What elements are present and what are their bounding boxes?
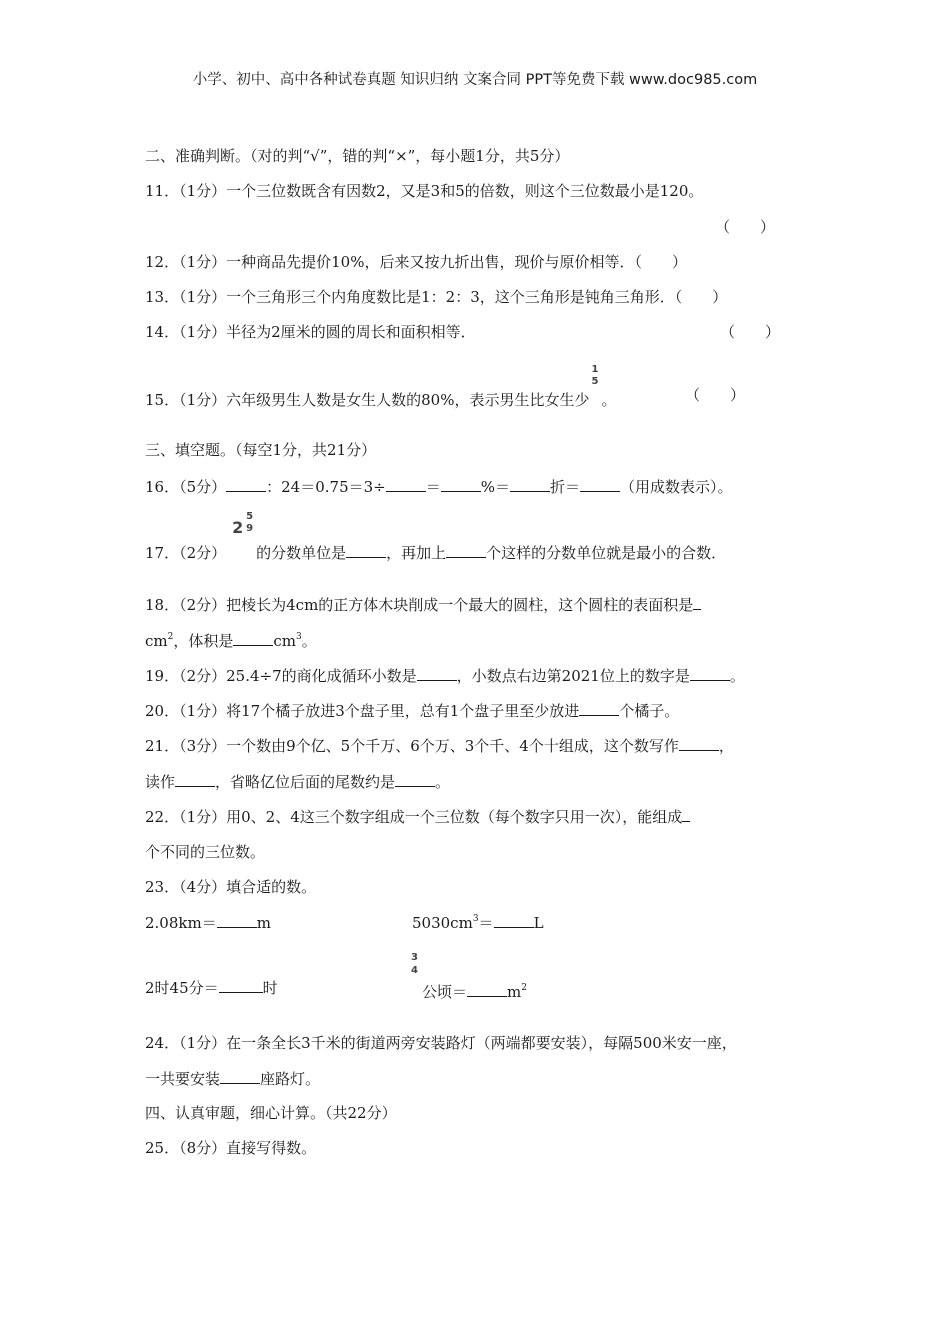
unit-m: m [256,914,271,932]
unit-cm3: cm [273,632,296,650]
unit-cm2: cm [145,632,168,650]
fraction-1-5 [589,364,601,405]
answer-blank[interactable] [679,735,719,751]
conversion-cm3-l [412,912,544,933]
question-16-text: 折＝ [550,478,581,496]
question-18-text: 。 [301,632,317,650]
question-17-text: 的分数单位是 [256,544,347,562]
question-22 [145,806,690,827]
question-13: 13．（1分）一个三角形三个内角度数比是1：2：3，这个三角形是钝角三角形．（ ） [145,288,728,306]
question-17-text: 个这样的分数单位就是最小的合数． [486,544,727,562]
conversion-text: 2.08km＝ [145,914,217,932]
question-25: 25．（8分）直接写得数。 [145,1139,317,1157]
answer-blank[interactable] [217,912,257,928]
superscript: 2 [167,632,174,642]
question-21-line2 [145,771,450,792]
answer-paren-15: （ ） [685,386,746,404]
question-12: 12．（1分）一种商品先提价10%，后来又按九折出售，现价与原价相等．（ ） [145,253,687,271]
question-17-label: 17．（2分） [145,544,227,562]
question-24: 24．（1分）在一条全长3千米的街道两旁安装路灯（两端都要安装），每隔500米安一座， [145,1034,737,1052]
mixed-whole: 2 [232,518,244,537]
unit-hour: 时 [262,979,278,997]
section-3-title: 三、填空题。（每空1分，共21分） [145,441,377,459]
question-21-text: ，省略亿位后面的尾数约是 [215,773,396,791]
question-17-text: ，再加上 [386,544,447,562]
question-19-text: 。 [729,667,745,685]
question-16-text: %＝ [480,478,511,496]
conversion-hectare-m2 [410,952,527,1002]
fraction-denominator: 5 [591,376,599,387]
section-4-title: 四、认真审题，细心计算。（共22分） [145,1104,397,1122]
question-22-text: 22．（1分）用0、2、4这三个数字组成一个三位数（每个数字只用一次），能组成 [145,808,683,826]
fraction-numerator: 3 [411,952,418,963]
fraction-denominator: 4 [411,965,418,976]
answer-blank[interactable] [682,806,690,822]
question-24-text: 一共要安装 [145,1070,221,1088]
fraction-numerator: 5 [246,511,254,522]
answer-blank[interactable] [467,981,507,997]
question-23: 23．（4分）填合适的数。 [145,878,317,896]
conversion-text: 5030cm [412,914,473,932]
superscript: 3 [472,914,479,924]
fraction-numerator: 1 [591,364,599,375]
question-19-text: ，小数点右边第2021位上的数字是 [456,667,690,685]
question-21-text: 读作 [145,773,176,791]
answer-blank[interactable] [219,977,263,993]
answer-blank[interactable] [233,630,273,646]
question-14: 14．（1分）半径为2厘米的圆的周长和面积相等． [145,323,476,341]
question-20 [145,700,679,721]
question-16-text: （用成数表示）。 [620,478,733,496]
question-15 [145,364,617,410]
question-21-text: 21．（3分）一个数由9个亿、5个千万、6个万、3个千、4个十组成，这个数写作 [145,737,679,755]
answer-blank[interactable] [441,476,481,492]
question-24-line2 [145,1068,320,1089]
conversion-text: ＝ [478,914,494,932]
answer-blank[interactable] [580,476,620,492]
question-16 [145,476,733,497]
question-21-text: ， [718,737,734,755]
answer-blank[interactable] [226,476,266,492]
answer-blank[interactable] [220,1068,260,1084]
conversion-km-m [145,912,271,933]
conversion-time [145,977,278,998]
answer-blank[interactable] [510,476,550,492]
question-17 [145,511,727,563]
fraction-denominator: 9 [246,523,254,534]
answer-blank[interactable] [395,771,435,787]
mixed-number-2-5-9 [226,511,256,558]
unit-l: L [533,914,544,932]
answer-blank[interactable] [494,912,534,928]
answer-blank[interactable] [175,771,215,787]
question-15-text: 15．（1分）六年级男生人数是女生人数的80%，表示男生比女生少 [145,391,590,409]
answer-blank[interactable] [690,665,730,681]
answer-paren-14: （ ） [720,323,781,341]
question-16-label: 16．（5分） [145,478,227,496]
question-19 [145,665,745,686]
question-20-text: 个橘子。 [619,702,680,720]
unit-m2: m [507,983,522,1001]
question-18-line2 [145,630,317,651]
question-18-text: 18．（2分）把棱长为4cm的正方体木块削成一个最大的圆柱，这个圆柱的表面积是 [145,596,694,614]
question-18-text: ，体积是 [173,632,234,650]
answer-blank[interactable] [579,700,619,716]
answer-paren-11: （ ） [715,218,776,236]
question-16-text: ：24＝0.75＝3÷ [266,478,386,496]
question-24-text: 座路灯。 [260,1070,321,1088]
question-22-line2: 个不同的三位数。 [145,843,266,861]
superscript: 3 [296,632,302,642]
fraction-3-4 [410,952,422,997]
section-2-title: 二、准确判断。（对的判“√”，错的判“×”，每小题1分，共5分） [145,147,570,165]
page-header: 小学、初中、高中各种试卷真题 知识归纳 文案合同 PPT等免费下载 www.doc985.com [192,72,758,88]
question-11: 11．（1分）一个三位数既含有因数2，又是3和5的倍数，则这个三位数最小是120。 [145,182,704,200]
answer-blank[interactable] [346,542,386,558]
superscript: 2 [521,983,527,993]
question-21-text: 。 [435,773,451,791]
answer-blank[interactable] [386,476,426,492]
question-19-text: 19．（2分）25.4÷7的商化成循环小数是 [145,667,417,685]
answer-blank[interactable] [446,542,486,558]
conversion-text: 2时45分＝ [145,979,219,997]
answer-blank[interactable] [693,594,701,610]
answer-blank[interactable] [417,665,457,681]
question-21 [145,735,734,756]
question-18 [145,594,701,615]
question-15-end: 。 [601,391,617,409]
conversion-text: 公顷＝ [422,983,468,1001]
question-16-text: ＝ [425,478,441,496]
question-20-text: 20．（1分）将17个橘子放进3个盘子里，总有1个盘子里至少放进 [145,702,580,720]
